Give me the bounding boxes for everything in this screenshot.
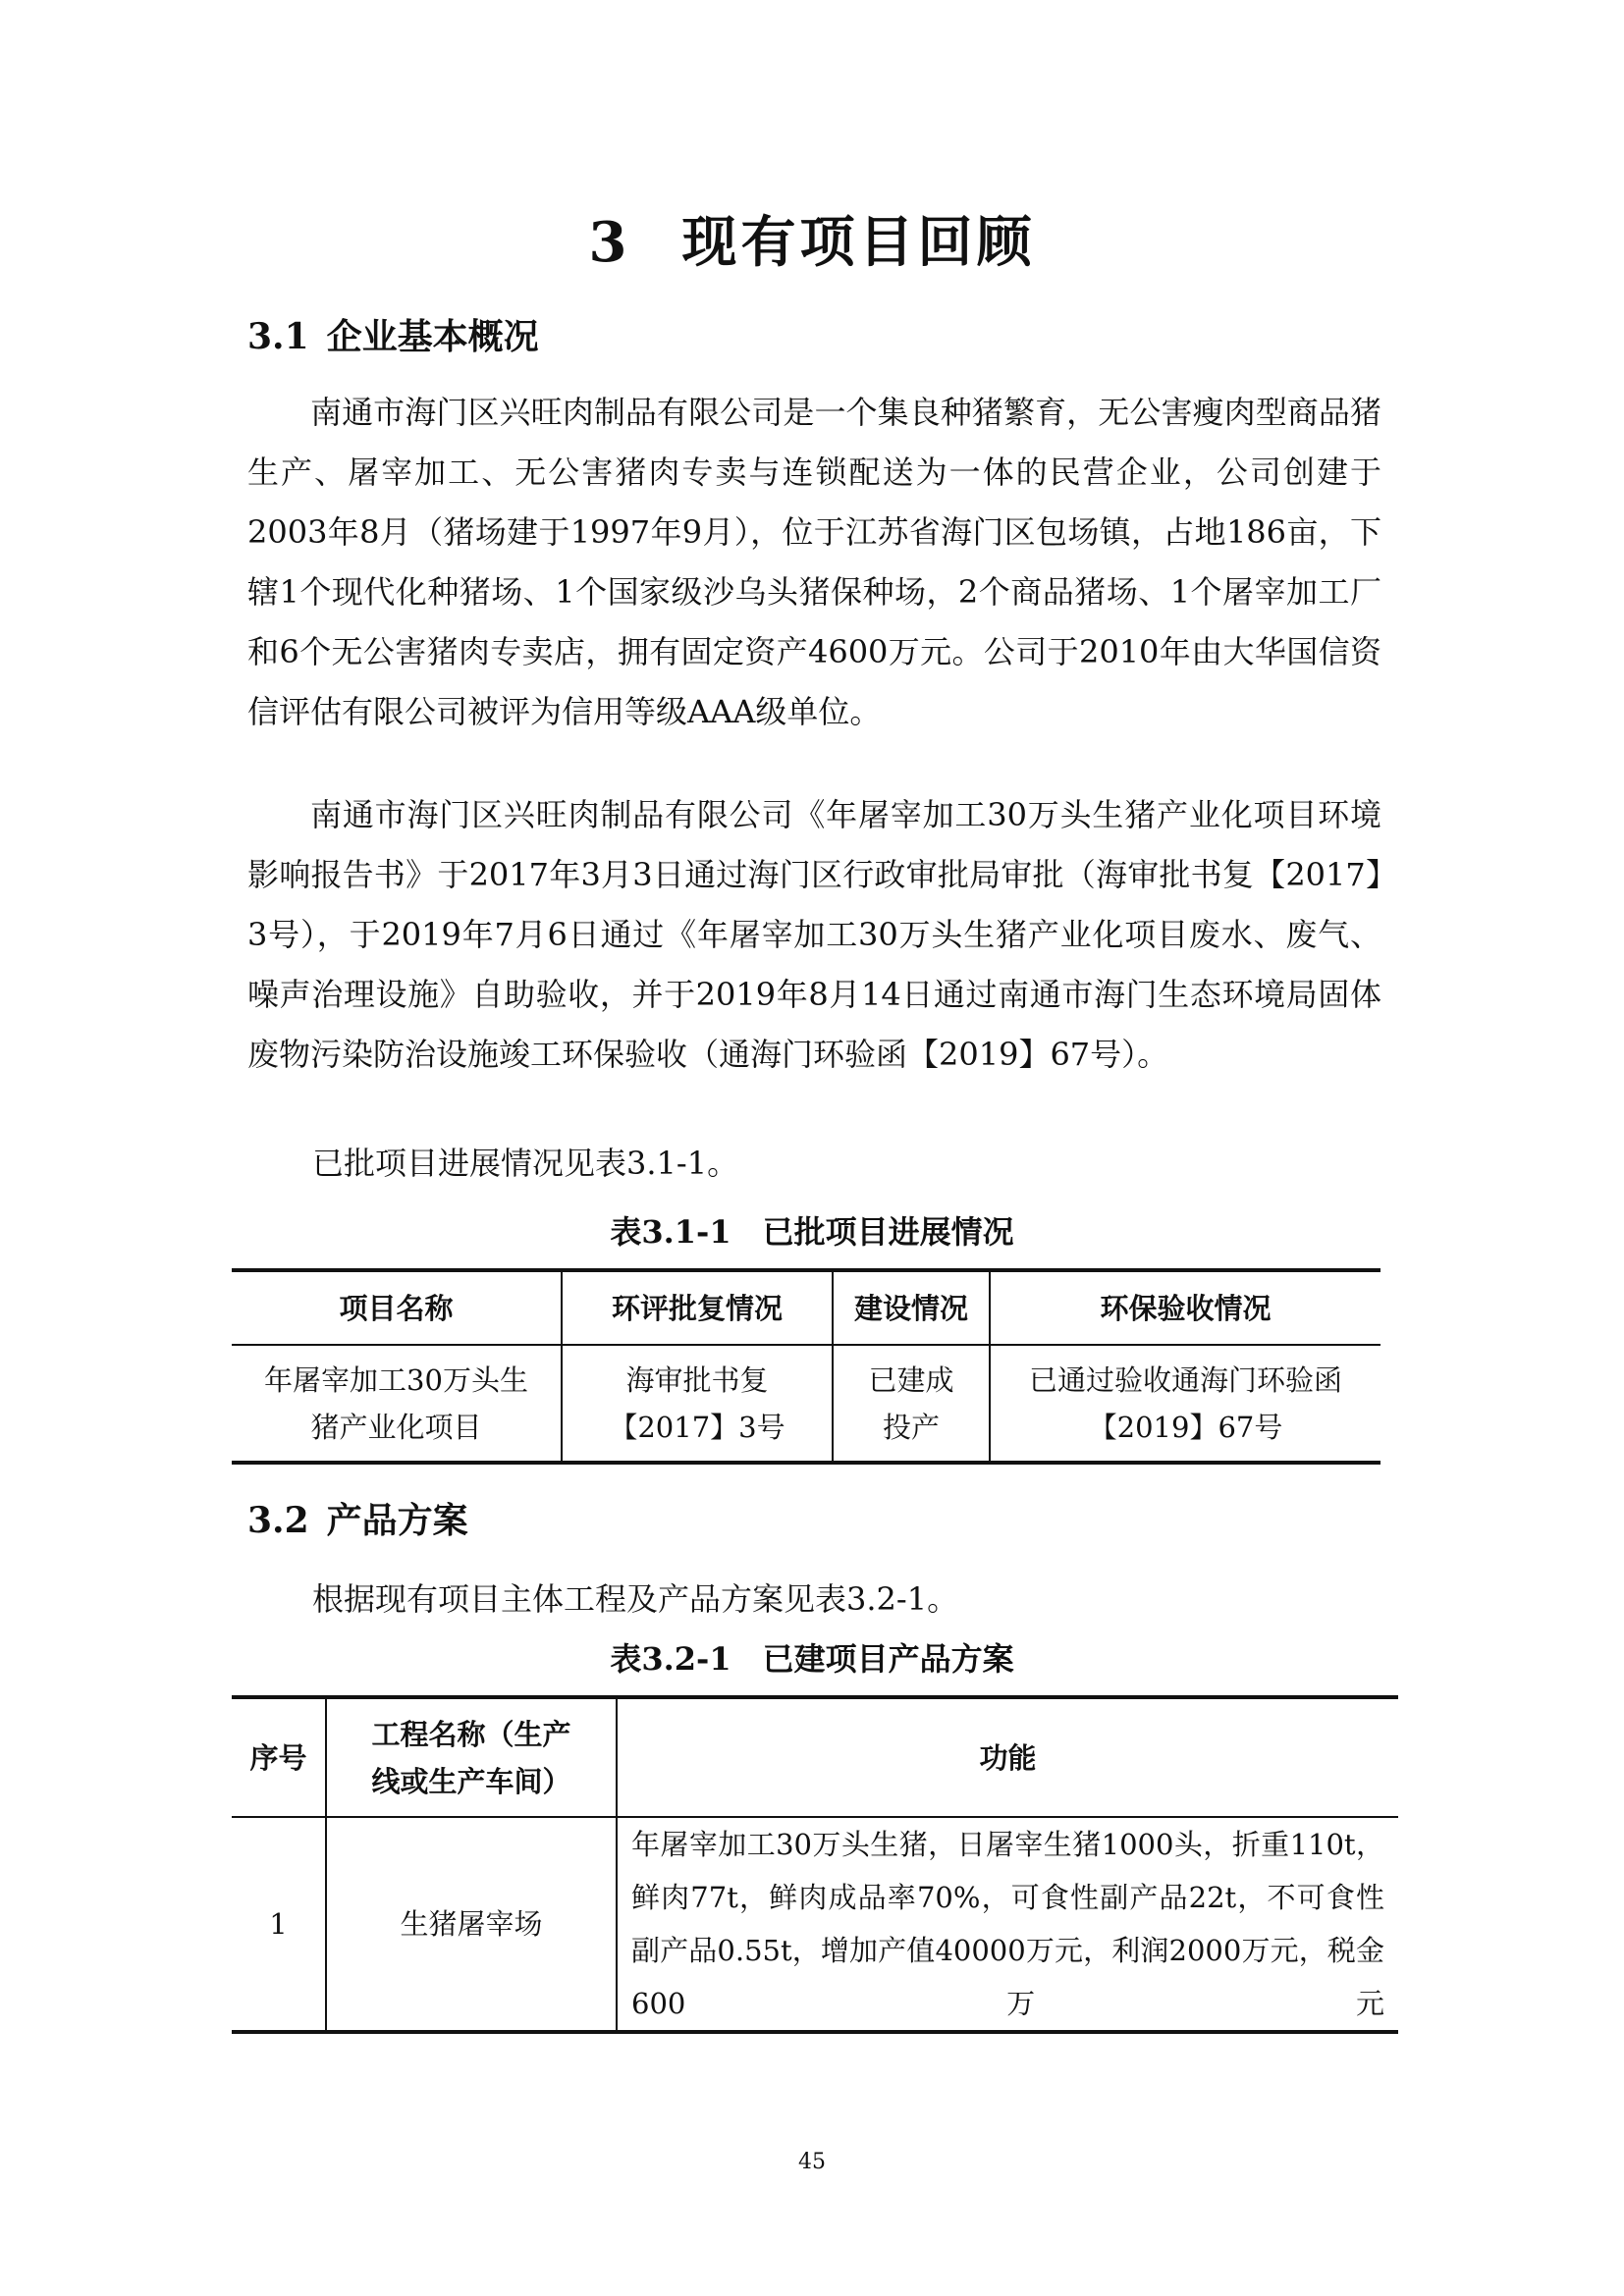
caption-title: 已批项目进展情况	[762, 1213, 1014, 1251]
header-cell: 工程名称（生产线或生产车间）	[326, 1697, 617, 1817]
table-cell: 1	[232, 1817, 326, 2032]
header-cell: 序号	[232, 1697, 326, 1817]
chapter-number: 3	[588, 210, 631, 275]
table-cell: 海审批书复【2017】3号	[562, 1345, 833, 1463]
table-product-plan	[232, 1695, 1398, 2034]
section-title: 企业基本概况	[326, 316, 539, 357]
page-number: 45	[798, 2150, 826, 2174]
caption-title: 已建项目产品方案	[762, 1640, 1014, 1678]
caption-number: 表3.1-1	[610, 1213, 731, 1251]
table-approved-projects	[232, 1268, 1380, 1465]
table-header-row	[232, 1697, 1398, 1817]
paragraph-approval-history: 南通市海门区兴旺肉制品有限公司《年屠宰加工30万头生猪产业化项目环境影响报告书》于2017年3月3日通过海门区行政审批局审批（海审批书复【2017】3号），于2019年7月6日通过《年屠宰加工30万头生猪产业化项目废水、废气、噪声治理设施》自助验收，并于2019年8月14日通过南通市海门生态环境局固体废物污染防治设施竣工环保验收（通海门环验函【2019】67号）。	[247, 796, 1381, 1073]
table-reference-line: 根据现有项目主体工程及产品方案见表3.2-1。	[312, 1580, 959, 1618]
table-cell: 生猪屠宰场	[326, 1817, 617, 2032]
section-heading-3-2	[247, 1496, 468, 1545]
section-heading-3-1	[247, 312, 539, 361]
table-cell: 已通过验收通海门环验函【2019】67号	[990, 1345, 1380, 1463]
header-cell: 环评批复情况	[562, 1270, 833, 1345]
table-header-row	[232, 1270, 1380, 1345]
table-reference-line: 已批项目进展情况见表3.1-1。	[312, 1145, 739, 1182]
chapter-title-text: 现有项目回顾	[681, 210, 1036, 275]
paragraph-company-overview: 南通市海门区兴旺肉制品有限公司是一个集良种猪繁育，无公害瘦肉型商品猪生产、屠宰加工、无公害猪肉专卖与连锁配送为一体的民营企业，公司创建于2003年8月（猪场建于1997年9月），位于江苏省海门区包场镇，占地186亩，下辖1个现代化种猪场、1个国家级沙乌头猪保种场，2个商品猪场、1个屠宰加工厂和6个无公害猪肉专卖店，拥有固定资产4600万元。公司于2010年由大华国信资信评估有限公司被评为信用等级AAA级单位。	[247, 394, 1381, 730]
table-cell: 年屠宰加工30万头生猪产业化项目	[232, 1345, 562, 1463]
table-caption-3-2-1	[0, 1636, 1624, 1682]
header-cell: 项目名称	[232, 1270, 562, 1345]
section-number: 3.1	[247, 316, 309, 357]
header-cell: 功能	[617, 1697, 1398, 1817]
table-cell: 年屠宰加工30万头生猪，日屠宰生猪1000头，折重110t，鲜肉77t，鲜肉成品率70%，可食性副产品22t，不可食性副产品0.55t，增加产值40000万元，利润2000万元，税金600万元	[617, 1817, 1398, 2032]
caption-number: 表3.2-1	[610, 1640, 731, 1678]
table-caption-3-1-1	[0, 1209, 1624, 1255]
table-row	[232, 1817, 1398, 2032]
table-cell: 已建成投产	[833, 1345, 990, 1463]
header-cell: 建设情况	[833, 1270, 990, 1345]
chapter-title	[0, 201, 1624, 284]
table-row	[232, 1345, 1380, 1463]
header-cell: 环保验收情况	[990, 1270, 1380, 1345]
section-title: 产品方案	[326, 1500, 468, 1541]
section-number: 3.2	[247, 1500, 309, 1541]
